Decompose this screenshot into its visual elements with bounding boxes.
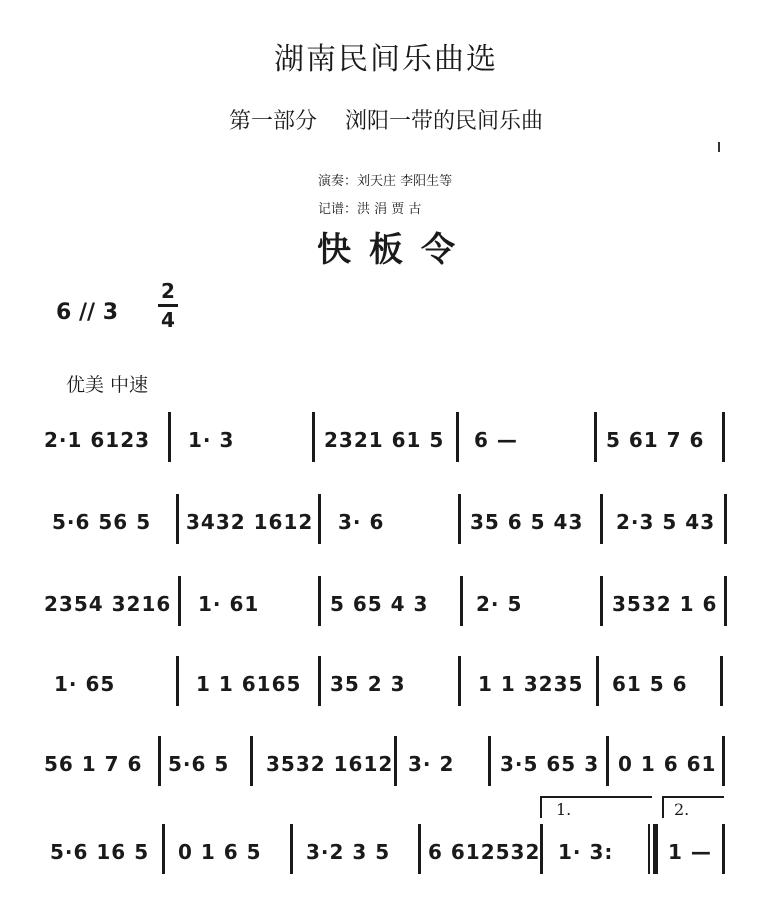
barline (722, 412, 725, 462)
score-row (0, 510, 772, 560)
barline (394, 736, 397, 786)
barline (158, 736, 161, 786)
barline (540, 824, 543, 874)
barline (458, 656, 461, 706)
measure: 3· 2 (408, 752, 455, 776)
time-signature (158, 280, 178, 331)
measure: 3532 1 6 (612, 592, 718, 616)
measure: 6 — (474, 428, 518, 452)
barline (318, 576, 321, 626)
barline (606, 736, 609, 786)
measure: 1· 3: (558, 840, 614, 864)
volta-first-label: 1. (556, 800, 572, 819)
barline (168, 412, 171, 462)
margin-mark (718, 142, 720, 152)
barline (600, 576, 603, 626)
measure: 2·3 5 43 (616, 510, 716, 534)
repeat-barline-thin (648, 824, 650, 874)
repeat-barline-thick (653, 824, 658, 874)
measure: 35 6 5 43 (470, 510, 584, 534)
score-row (0, 752, 772, 802)
section-title: 浏阳一带的民间乐曲 (345, 109, 544, 134)
measure: 1· 65 (54, 672, 116, 696)
collection-title: 湖南民间乐曲选 (274, 42, 498, 77)
measure: 6 612532 (428, 840, 541, 864)
measure: 2354 3216 (44, 592, 172, 616)
barline (312, 412, 315, 462)
score-row (0, 428, 772, 478)
barline (456, 412, 459, 462)
measure: 5·6 56 5 (52, 510, 152, 534)
barline (720, 656, 723, 706)
score-row (0, 840, 772, 890)
measure: 1 — (668, 840, 712, 864)
transcriber-credit: 记谱：洪 涓 贾 古 (318, 202, 422, 217)
measure: 1· 3 (188, 428, 235, 452)
measure: 1· 61 (198, 592, 260, 616)
barline (318, 494, 321, 544)
measure: 0 1 6 61 (618, 752, 717, 776)
measure: 1 1 6165 (196, 672, 302, 696)
barline (318, 656, 321, 706)
measure: 35 2 3 (330, 672, 406, 696)
volta-second-label: 2. (674, 800, 690, 819)
measure: 5·6 5 (168, 752, 230, 776)
measure: 56 1 7 6 (44, 752, 143, 776)
measure: 2·1 6123 (44, 428, 151, 452)
tempo-marking: 优美 中速 (66, 374, 149, 396)
key-signature: 6 // 3 (56, 300, 119, 325)
barline (176, 656, 179, 706)
measure: 5·6 16 5 (50, 840, 150, 864)
score-row (0, 592, 772, 642)
measure: 3532 1612 (266, 752, 394, 776)
barline (250, 736, 253, 786)
measure: 0 1 6 5 (178, 840, 262, 864)
section-heading (0, 104, 772, 135)
barline (594, 412, 597, 462)
barline (724, 494, 727, 544)
barline (722, 824, 725, 874)
measure: 3· 6 (338, 510, 385, 534)
barline (290, 824, 293, 874)
barline (418, 824, 421, 874)
performers-credit: 演奏：刘天庄 李阳生等 (318, 174, 453, 189)
barline (596, 656, 599, 706)
time-signature-bottom: 4 (161, 308, 175, 332)
measure: 3432 1612 (186, 510, 314, 534)
barline (176, 494, 179, 544)
barline (458, 494, 461, 544)
barline (178, 576, 181, 626)
barline (722, 736, 725, 786)
measure: 3·2 3 5 (306, 840, 391, 864)
score-row (0, 672, 772, 722)
measure: 2321 61 5 (324, 428, 445, 452)
measure: 5 61 7 6 (606, 428, 705, 452)
barline (162, 824, 165, 874)
measure: 3·5 65 3 (500, 752, 600, 776)
section-label: 第一部分 (228, 109, 317, 134)
measure: 5 65 4 3 (330, 592, 429, 616)
piece-title: 快板令 (317, 230, 473, 270)
volta-second-bracket (662, 796, 724, 818)
barline (600, 494, 603, 544)
measure: 61 5 6 (612, 672, 688, 696)
measure: 2· 5 (476, 592, 523, 616)
time-signature-line (158, 304, 178, 307)
measure: 1 1 3235 (478, 672, 584, 696)
time-signature-top: 2 (161, 279, 175, 303)
barline (460, 576, 463, 626)
barline (724, 576, 727, 626)
barline (488, 736, 491, 786)
